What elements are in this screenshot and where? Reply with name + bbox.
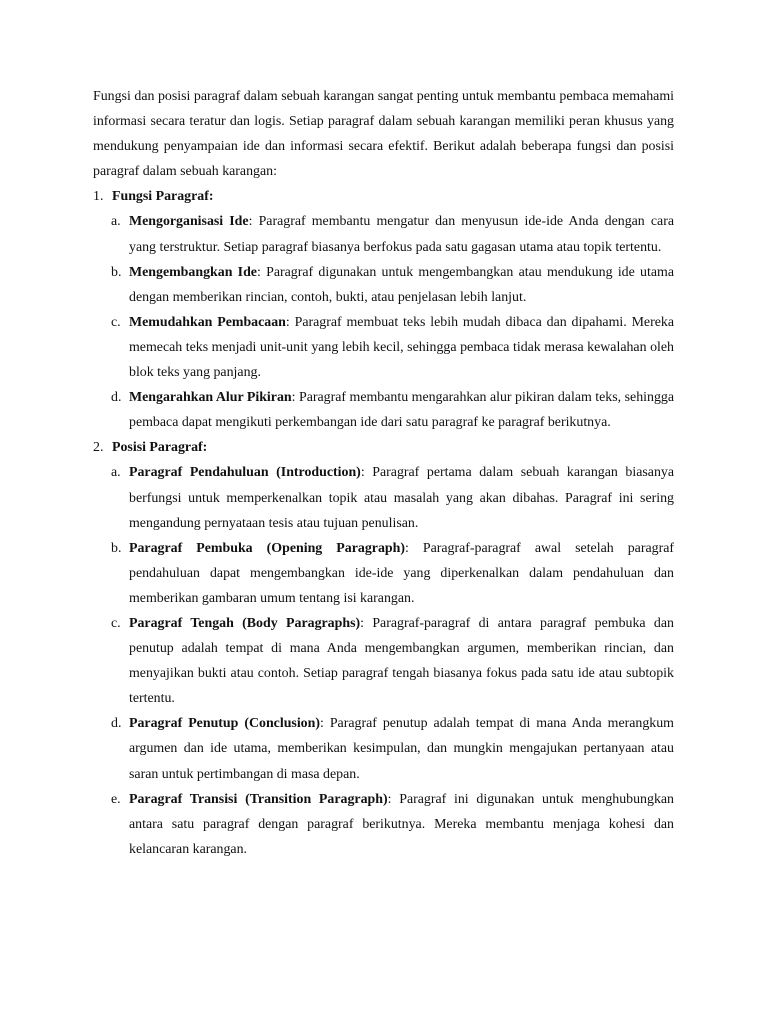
section-heading xyxy=(93,184,674,209)
item-description: : Paragraf penutup adalah tempat di mana Anda merangkum argumen dan ide utama, memberikan kesimpulan, dan mungkin mengajukan pertanyaan atau saran untuk pertimbangan di masa depan. xyxy=(129,716,674,782)
item-term: Paragraf Pendahuluan (Introduction) xyxy=(129,465,361,481)
list-item xyxy=(111,536,674,611)
item-description: : Paragraf membantu mengarahkan alur pikiran dalam teks, sehingga pembaca dapat mengikuti perkembangan ide dari satu paragraf ke paragraf berikutnya. xyxy=(129,390,674,431)
list-item xyxy=(111,711,674,786)
item-marker: a. xyxy=(111,214,121,230)
item-term: Paragraf Tengah (Body Paragraphs) xyxy=(129,615,361,631)
item-marker: c. xyxy=(111,314,121,330)
item-text xyxy=(129,536,674,611)
item-term: Paragraf Penutup (Conclusion) xyxy=(129,716,320,732)
item-term: Memudahkan Pembacaan xyxy=(129,314,286,330)
item-text xyxy=(129,787,674,862)
item-text xyxy=(129,260,674,310)
section-fungsi xyxy=(93,184,674,435)
section-posisi xyxy=(93,435,674,862)
item-marker: b. xyxy=(111,540,122,556)
list-item xyxy=(111,385,674,435)
item-marker: d. xyxy=(111,390,122,406)
item-description: : Paragraf ini digunakan untuk menghubungkan antara satu paragraf dengan paragraf berikutnya. Mereka membantu menjaga kohesi dan kelancaran karangan. xyxy=(129,791,674,857)
section-title: Fungsi Paragraf: xyxy=(112,189,214,205)
item-text xyxy=(129,209,674,259)
section-title: Posisi Paragraf: xyxy=(112,440,208,456)
item-text xyxy=(129,611,674,711)
item-description: : Paragraf-paragraf awal setelah paragraf pendahuluan dapat mengembangkan ide-ide yang diperkenalkan dalam pendahuluan dan memberikan gambaran umum tentang isi karangan. xyxy=(129,540,675,606)
item-term: Paragraf Pembuka (Opening Paragraph) xyxy=(129,540,405,556)
item-marker: a. xyxy=(111,465,121,481)
list-item xyxy=(111,787,674,862)
section-number: 2. xyxy=(93,440,104,456)
list-item xyxy=(111,260,674,310)
list-item xyxy=(111,611,674,711)
item-text xyxy=(129,310,674,385)
item-term: Mengorganisasi Ide xyxy=(129,214,249,230)
item-description: : Paragraf digunakan untuk mengembangkan atau mendukung ide utama dengan memberikan rincian, contoh, bukti, atau penjelasan lebih lanjut. xyxy=(129,264,674,305)
list-item xyxy=(111,310,674,385)
item-term: Paragraf Transisi (Transition Paragraph) xyxy=(129,791,388,807)
item-marker: e. xyxy=(111,791,121,807)
section-heading xyxy=(93,435,674,460)
item-marker: b. xyxy=(111,264,122,280)
intro-paragraph: Fungsi dan posisi paragraf dalam sebuah karangan sangat penting untuk membantu pembaca memahami informasi secara teratur dan logis. Setiap paragraf dalam sebuah karangan memiliki peran khusus yang mendukung penyampaian ide dan informasi secara efektif. Berikut adalah beberapa fungsi dan posisi paragraf dalam sebuah karangan: xyxy=(93,89,674,180)
item-marker: c. xyxy=(111,615,121,631)
list-item xyxy=(111,460,674,535)
item-description: : Paragraf membuat teks lebih mudah dibaca dan dipahami. Mereka memecah teks menjadi unit-unit yang lebih kecil, sehingga pembaca tidak merasa kewalahan oleh blok teks yang panjang. xyxy=(129,314,674,381)
item-term: Mengembangkan Ide xyxy=(129,264,257,280)
item-description: : Paragraf-paragraf di antara paragraf pembuka dan penutup adalah tempat di mana Anda mengembangkan argumen, memberikan rincian, dan menyajikan bukti atau contoh. Setiap paragraf tengah biasanya fokus pada satu ide atau subtopik tertentu. xyxy=(129,615,674,707)
item-description: : Paragraf pertama dalam sebuah karangan biasanya berfungsi untuk memperkenalkan topik atau masalah yang akan dibahas. Paragraf ini sering mengandung pernyataan tesis atau tujuan penulisan. xyxy=(129,465,675,531)
item-text xyxy=(129,460,674,535)
list-item xyxy=(111,209,674,259)
item-term: Mengarahkan Alur Pikiran xyxy=(129,390,292,406)
item-text xyxy=(129,711,674,786)
item-marker: d. xyxy=(111,716,122,732)
section-number: 1. xyxy=(93,189,104,205)
item-text xyxy=(129,385,674,435)
item-description: : Paragraf membantu mengatur dan menyusun ide-ide Anda dengan cara yang terstruktur. Setiap paragraf biasanya berfokus pada satu gagasan utama atau topik tertentu. xyxy=(129,214,674,255)
document-body xyxy=(93,84,674,862)
